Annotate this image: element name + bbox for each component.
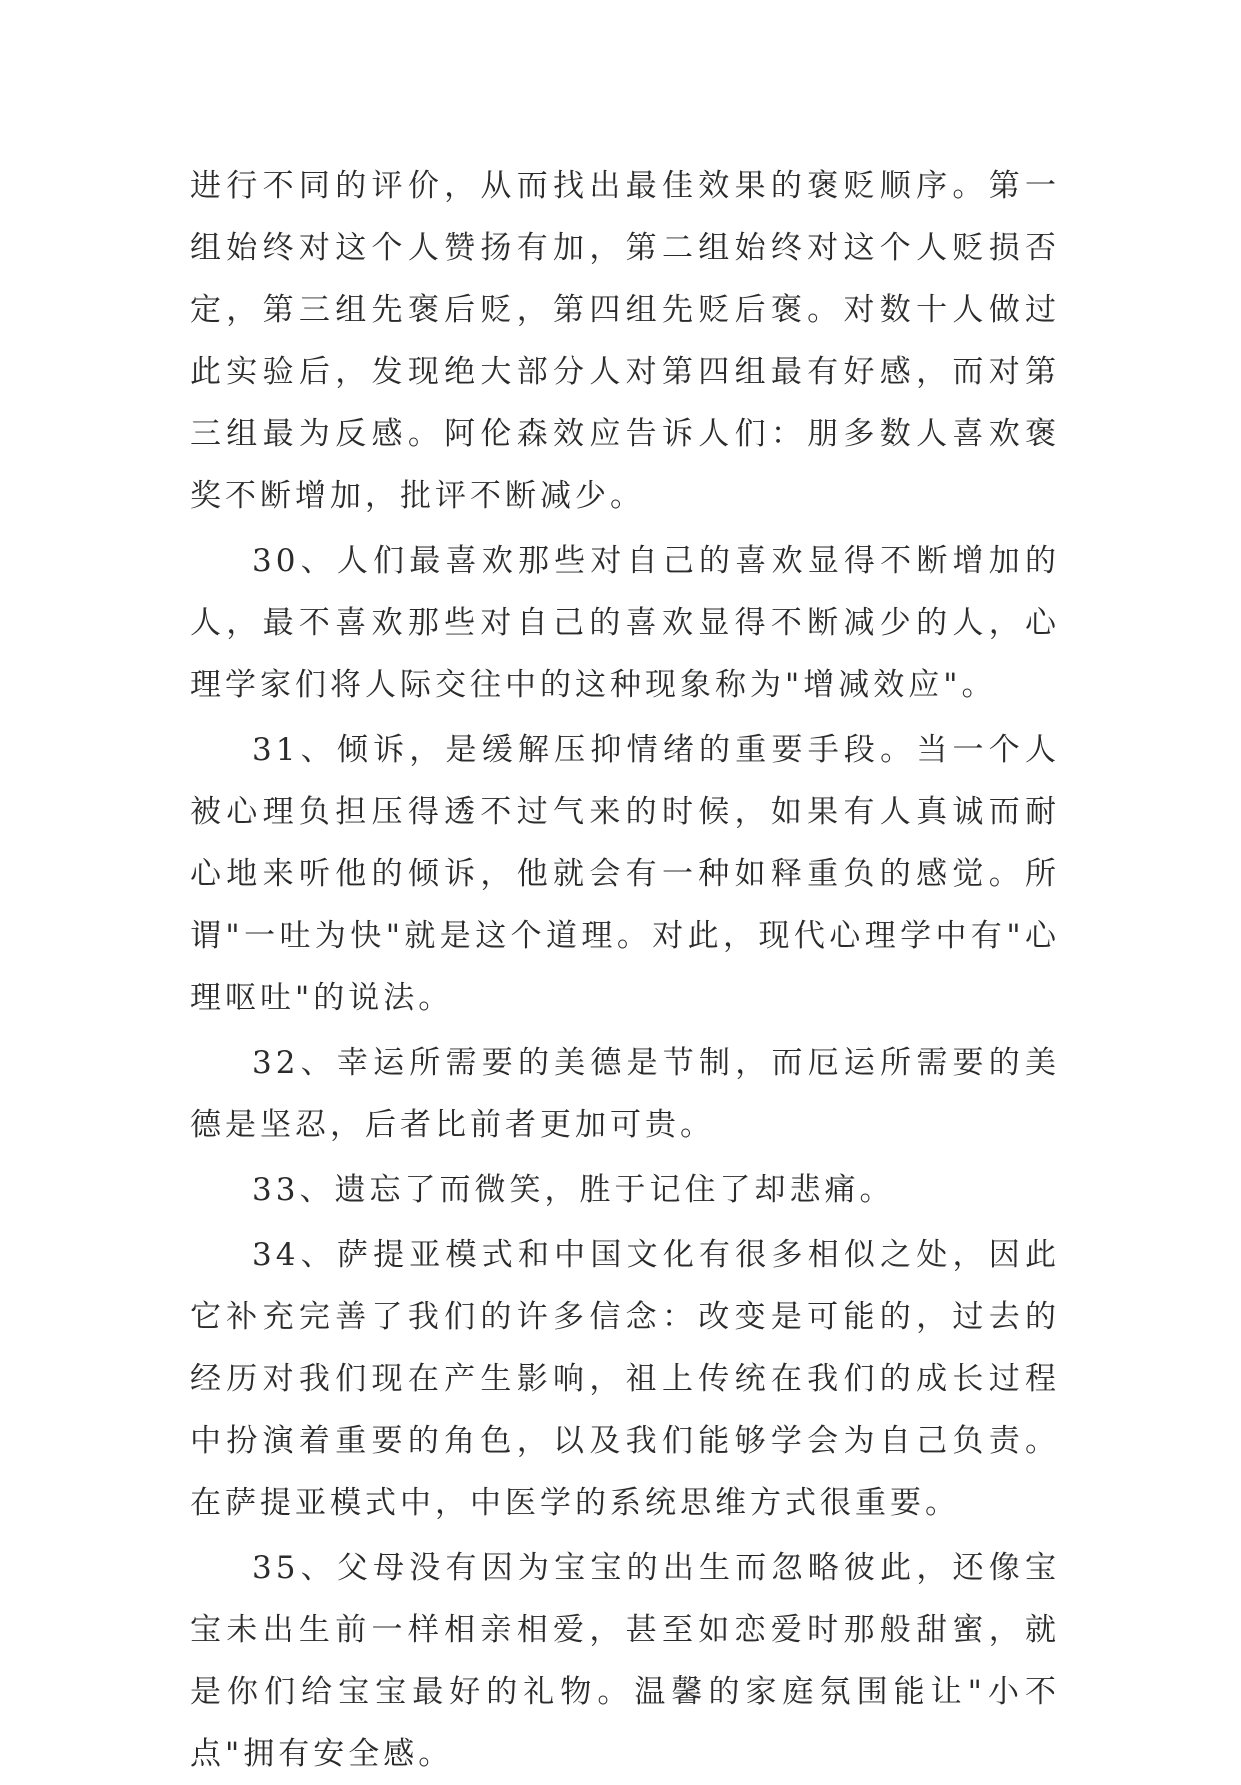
paragraph-continued: 进行不同的评价，从而找出最佳效果的褒贬顺序。第一组始终对这个人赞扬有加，第二组始终对这个人贬损否定，第三组先褒后贬，第四组先贬后褒。对数十人做过此实验后，发现绝大部分人对第四组最有好感，而对第三组最为反感。阿伦森效应告诉人们：朋多数人喜欢褒奖不断增加，批评不断减少。 [190, 168, 1060, 514]
paragraph-30: 30、人们最喜欢那些对自己的喜欢显得不断增加的人，最不喜欢那些对自己的喜欢显得不断减少的人，心理学家们将人际交往中的这种现象称为"增减效应"。 [190, 543, 1060, 703]
paragraph-34: 34、萨提亚模式和中国文化有很多相似之处，因此它补充完善了我们的许多信念：改变是可能的，过去的经历对我们现在产生影响，祖上传统在我们的成长过程中扮演着重要的角色，以及我们能够学会为自己负责。在萨提亚模式中，中医学的系统思维方式很重要。 [190, 1237, 1060, 1521]
document-body [190, 155, 1060, 1785]
paragraph-35: 35、父母没有因为宝宝的出生而忽略彼此，还像宝宝未出生前一样相亲相爱，甚至如恋爱时那般甜蜜，就是你们给宝宝最好的礼物。温馨的家庭氛围能让"小不点"拥有安全感。 [190, 1550, 1060, 1772]
paragraph-32: 32、幸运所需要的美德是节制，而厄运所需要的美德是坚忍，后者比前者更加可贵。 [190, 1045, 1060, 1143]
paragraph-33: 33、遗忘了而微笑，胜于记住了却悲痛。 [252, 1172, 895, 1208]
paragraph-31: 31、倾诉，是缓解压抑情绪的重要手段。当一个人被心理负担压得透不过气来的时候，如果有人真诚而耐心地来听他的倾诉，他就会有一种如释重负的感觉。所谓"一吐为快"就是这个道理。对此，现代心理学中有"心理呕吐"的说法。 [190, 732, 1060, 1016]
